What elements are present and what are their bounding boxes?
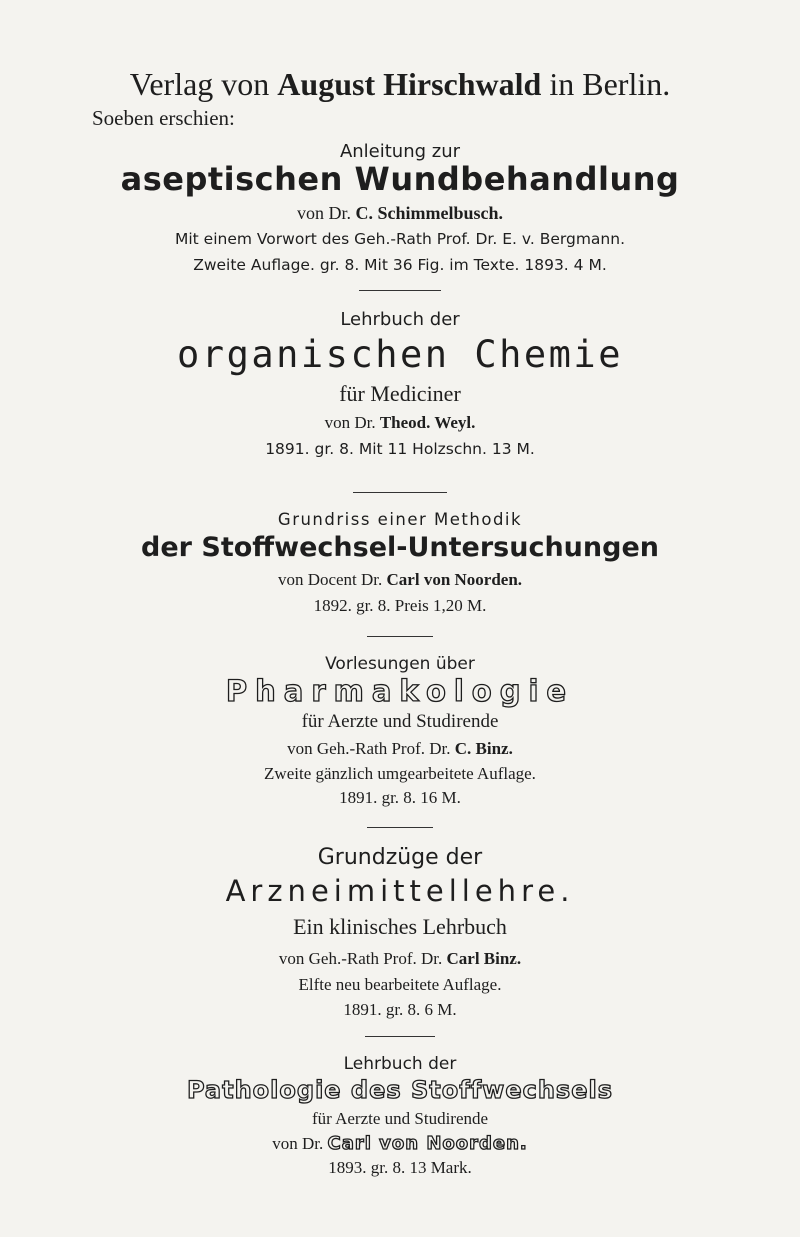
book5-title: Arzneimittellehre. [225, 874, 575, 908]
book2-author-prefix: von Dr. [324, 413, 380, 432]
book5-author-line [0, 949, 800, 969]
book4-edition: Zweite gänzlich umgearbeitete Auflage. [264, 764, 536, 783]
book2-author: Theod. Weyl. [379, 413, 476, 432]
book3-intro: Grundriss einer Methodik [277, 510, 523, 529]
book3-title: der Stoffwechsel-Untersuchungen [141, 532, 659, 563]
header-prefix: Verlag von [129, 66, 278, 102]
book2-title: organischen Chemie [177, 333, 623, 376]
book1-intro: Anleitung zur [339, 141, 461, 162]
divider-5 [365, 1036, 435, 1037]
book6-author-line [0, 1133, 800, 1154]
book4-details: 1891. gr. 8. 16 M. [339, 788, 461, 807]
book1-author: C. Schimmelbusch. [355, 203, 503, 223]
book2-author-line [0, 413, 800, 433]
book4-subtitle: für Aerzte und Studirende [301, 711, 499, 732]
book5-edition: Elfte neu bearbeitete Auflage. [298, 975, 502, 994]
book1-title: aseptischen Wundbehandlung [120, 160, 680, 198]
book3-details: 1892. gr. 8. Preis 1,20 M. [313, 596, 487, 615]
book1-author-prefix: von Dr. [296, 203, 356, 223]
book5-intro: Grundzüge der [317, 845, 483, 870]
divider-2 [353, 492, 447, 493]
publisher-name: August Hirschwald [277, 66, 542, 102]
divider-3 [367, 636, 433, 637]
book4-title: Pharmakologie [225, 674, 575, 708]
book5-details: 1891. gr. 8. 6 M. [343, 1000, 457, 1019]
header-suffix: in Berlin. [541, 66, 671, 102]
book6-details: 1893. gr. 8. 13 Mark. [328, 1158, 472, 1177]
book6-intro: Lehrbuch der [343, 1054, 457, 1074]
divider-1 [359, 290, 441, 291]
book1-details: Zweite Auflage. gr. 8. Mit 36 Fig. im Texte. 1893. 4 M. [193, 256, 607, 274]
book6-author: Carl von Noorden. [327, 1133, 528, 1154]
book1-preface: Mit einem Vorwort des Geh.-Rath Prof. Dr. E. v. Bergmann. [175, 230, 625, 248]
book4-author-prefix: von Geh.-Rath Prof. Dr. [287, 739, 455, 758]
book2-subtitle: für Mediciner [339, 381, 461, 406]
publisher-header [0, 66, 800, 103]
book4-author: C. Binz. [454, 739, 513, 758]
book1-author-line [0, 203, 800, 224]
book3-author-line [0, 570, 800, 590]
book6-title: Pathologie des Stoffwechsels [186, 1076, 613, 1104]
book3-author-prefix: von Docent Dr. [277, 570, 387, 589]
book6-author-prefix: von Dr. [272, 1134, 328, 1153]
book4-author-line [0, 739, 800, 759]
book6-subtitle: für Aerzte und Studirende [311, 1109, 489, 1128]
intro-text: Soeben erschien: [92, 106, 235, 130]
book5-subtitle: Ein klinisches Lehrbuch [293, 914, 507, 939]
book2-intro: Lehrbuch der [340, 309, 460, 330]
book5-author: Carl Binz. [446, 949, 522, 968]
divider-4 [367, 827, 433, 828]
book2-details: 1891. gr. 8. Mit 11 Holzschn. 13 M. [265, 440, 535, 458]
book3-author: Carl von Noorden. [386, 570, 523, 589]
book4-intro: Vorlesungen über [325, 654, 475, 674]
book5-author-prefix: von Geh.-Rath Prof. Dr. [278, 949, 447, 968]
